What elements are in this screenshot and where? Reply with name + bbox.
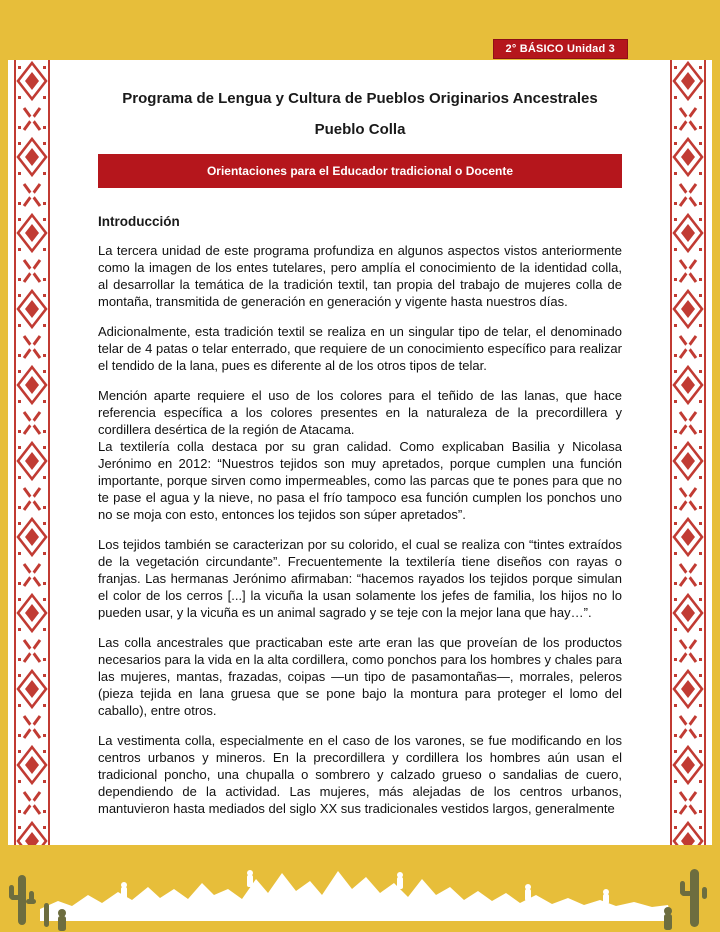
paragraph-4: La textilería colla destaca por su gran calidad. Como explicaban Basilia y Nicolasa Jerónimo en 2012: “Nuestros tejidos son muy apretados, porque cumplen una función importante, porque sirven como impermeables, como las parcas que te pones para que no te pase el agua y la nieve, no pasa el frío tampoco esa función cumplen los ponchos uno no se moja con esto, entonces los tejidos son súper apretados”. — [98, 439, 622, 522]
paragraph-2: Adicionalmente, esta tradición textil se realiza en un singular tipo de telar, el denominado telar de 4 patas o telar enterrado, que requiere de un conocimiento específico para realizar el tendido de la lana, pues es diferente al de los otros tipos de telar. — [98, 324, 622, 373]
document-sheet — [8, 60, 712, 845]
unit-badge: 2° BÁSICO Unidad 3 — [493, 39, 628, 59]
textile-pattern-left — [13, 60, 51, 845]
document-content — [98, 60, 622, 817]
textile-pattern-right-art — [669, 60, 707, 845]
textile-pattern-right — [669, 60, 707, 845]
document-subtitle: Pueblo Colla — [314, 121, 406, 138]
paragraph-3: Mención aparte requiere el uso de los colores para el teñido de las lanas, que hace referencia específica a los colores presentes en la naturaleza de la precordillera y cordillera desértica de la región de Atacama. — [98, 388, 622, 437]
orientation-banner-label: Orientaciones para el Educador tradicional o Docente — [206, 164, 514, 178]
paragraph-1: La tercera unidad de este programa profundiza en algunos aspectos vistos anteriormente como la imagen de los entes tutelares, pero amplía el conocimiento de la identidad colla, al desarrollar la temática de la tradición textil, tan propia del trabajo de mujeres colla de montaña, transmitida de generación en generación y vigente hasta nuestros días. — [98, 243, 622, 309]
textile-pattern-left-art — [13, 60, 51, 845]
footer-landscape-art — [0, 845, 720, 932]
paragraph-7: La vestimenta colla, especialmente en el caso de los varones, se fue modificando en los centros urbanos y mineros. En la precordillera y cordillera los hombres aún usan el tradicional poncho, una chupalla o sombrero y calzado grueso o sandalias de cuero, dependiendo de la actividad. Las mujeres, más alejadas de los centros urbanos, mantuvieron hasta mediados del siglo XX sus tradicionales vestidos largos, generalmente — [98, 733, 622, 816]
orientation-banner — [98, 154, 622, 188]
paragraph-5: Los tejidos también se caracterizan por su colorido, el cual se realiza con “tintes extraídos de la vegetación circundante”. Frecuentemente la textilería tiene diseños con rayas o franjas. Las hermanas Jerónimo afirmaban: “hacemos rayados los tejidos porque simulan el color de los cerros [...] la vicuña la usan solamente los jefes de familia, los hijos no lo pueden usar, y la vicuña es un animal sagrado y se teje con la mejor lana que hay…”. — [98, 537, 622, 620]
footer-illustration — [0, 845, 720, 932]
section-heading: Introducción — [98, 214, 180, 229]
paragraph-6: Las colla ancestrales que practicaban este arte eran las que proveían de los productos necesarios para la vida en la alta cordillera, como ponchos para los hombres y chales para las mujeres, mantas, frazadas, coipas —un tipo de pasamontañas—, morrales, peleros (pieza tejida en lana gruesa que se pone bajo la montura para proteger el lomo del caballo), entre otros. — [98, 635, 622, 718]
document-title: Programa de Lengua y Cultura de Pueblos Originarios Ancestrales — [122, 90, 598, 107]
